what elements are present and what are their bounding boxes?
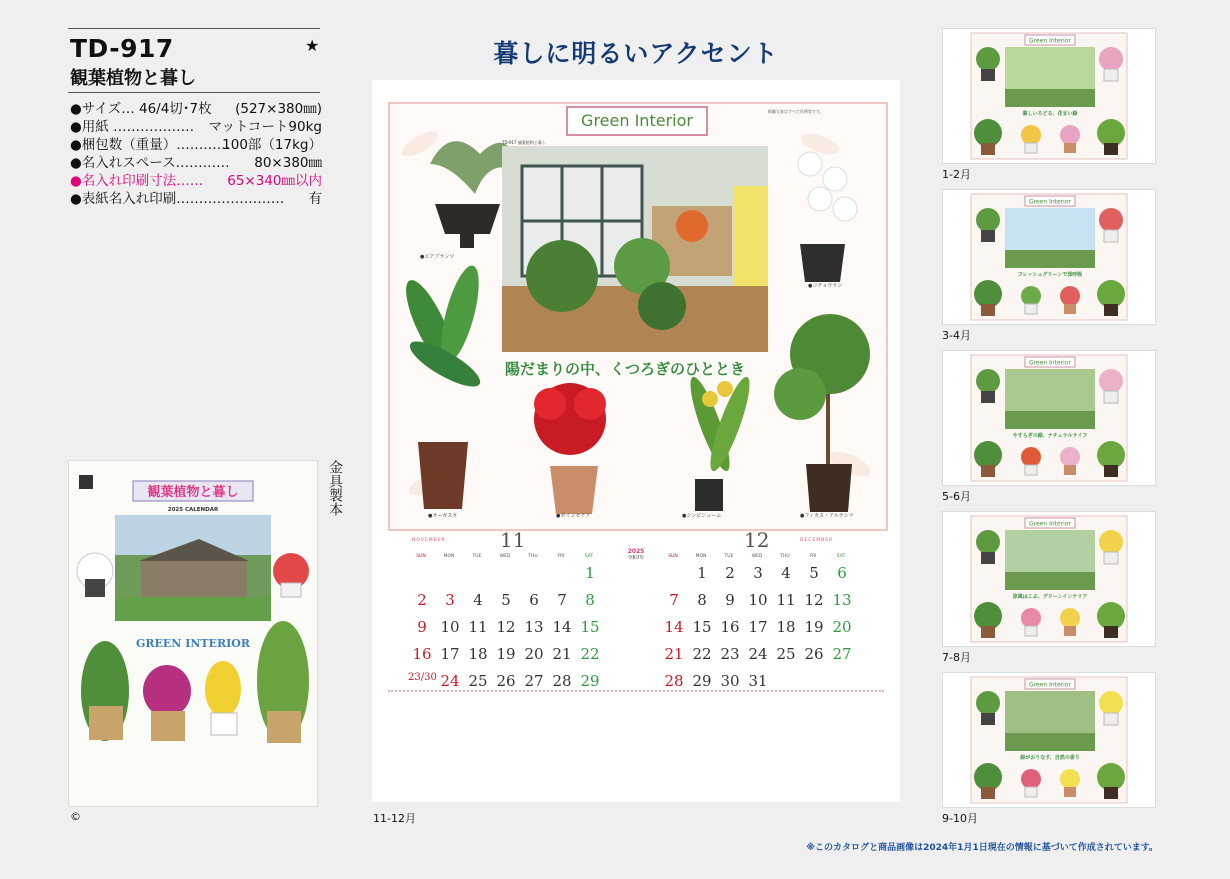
calendar-day: 17 xyxy=(748,618,768,636)
calendar-day: 19 xyxy=(804,618,824,636)
spec-row xyxy=(70,154,322,172)
thumbnail-label: 1-2月 xyxy=(942,168,971,181)
calendar-day: 7 xyxy=(669,591,679,609)
weekday-header: FRI xyxy=(809,554,817,559)
calendar-day: 14 xyxy=(664,618,684,636)
calendar-day: 15 xyxy=(580,618,600,636)
product-code: TD-917 xyxy=(70,34,174,63)
thumbnail-card[interactable] xyxy=(942,28,1156,164)
calendar-day: 14 xyxy=(552,618,572,636)
calendar-day: 21 xyxy=(552,645,572,663)
cover-thumbnail[interactable] xyxy=(68,460,318,807)
thumbnail-brand: Green Interior xyxy=(1029,520,1071,528)
calendar-day: 23 xyxy=(720,645,740,663)
calendar-day: 16 xyxy=(720,618,740,636)
main-page-label: 11-12月 xyxy=(373,812,416,825)
calendar-day: 30 xyxy=(720,672,740,690)
weekday-header: TUE xyxy=(472,554,482,559)
calendar-day: 23/30 xyxy=(408,672,437,683)
calendar-day: 24 xyxy=(748,645,768,663)
calendar-day: 2 xyxy=(725,564,735,582)
calendar-day: 22 xyxy=(692,645,712,663)
spec-value: (527×380㎜) xyxy=(235,101,322,117)
weekday-header: FRI xyxy=(557,554,565,559)
copyright-mark: © xyxy=(70,810,81,823)
photo-notice: 掲載写真はすべて作例等です。 xyxy=(768,109,824,114)
plant-label-poinsettia: ●ポインセチア xyxy=(556,513,591,519)
thumbnail-label: 7-8月 xyxy=(942,651,971,664)
calendar-day: 26 xyxy=(496,672,516,690)
calendar-day: 21 xyxy=(664,645,684,663)
spec-value: マットコート90kg xyxy=(208,119,322,135)
calendar-day: 20 xyxy=(832,618,852,636)
plant-label-augusta: ●オーガスタ xyxy=(428,513,458,519)
spec-key: ●梱包数（重量）………… xyxy=(70,137,231,153)
weekday-header: MON xyxy=(443,554,455,559)
weekday-header: MON xyxy=(695,554,707,559)
calendar-day: 11 xyxy=(468,618,488,636)
calendar-day: 22 xyxy=(580,645,600,663)
calendar-day: 13 xyxy=(832,591,852,609)
thumbnail-art xyxy=(943,351,1155,485)
thumbnail-brand: Green Interior xyxy=(1029,359,1071,367)
weekday-header: SAT xyxy=(836,554,846,559)
spec-key: ●名入れスペース………… xyxy=(70,155,230,171)
calendar-day: 29 xyxy=(580,672,600,690)
calendar-day: 29 xyxy=(692,672,712,690)
weekday-header: TUE xyxy=(724,554,734,559)
thumbnail-caption: やすらぎの緑、ナチュラルライフ xyxy=(1012,433,1088,439)
spec-key: ●用紙 ……………… xyxy=(70,119,195,135)
thumbnail-label: 3-4月 xyxy=(942,329,971,342)
brand-badge: Green Interior xyxy=(566,106,708,136)
thumbnail-caption: 緑がおりなす、自然の香り xyxy=(1020,755,1080,761)
weekday-header: SAT xyxy=(584,554,594,559)
calendar-day: 4 xyxy=(473,591,483,609)
footnote: ※このカタログと商品画像は2024年1月1日現在の情報に基づいて作成されています。 xyxy=(806,843,1158,853)
calendar-day: 11 xyxy=(776,591,796,609)
calendar-day: 12 xyxy=(496,618,516,636)
calendar-day: 10 xyxy=(748,591,768,609)
month-english: DECEMBER xyxy=(800,538,834,543)
thumbnail-brand: Green Interior xyxy=(1029,681,1071,689)
calendar-day: 6 xyxy=(529,591,539,609)
thumbnail-art xyxy=(943,673,1155,807)
thumbnail-caption: 涼風はこぶ、グリーンインテリア xyxy=(1012,594,1088,600)
calendar-day: 26 xyxy=(804,645,824,663)
star-mark: ★ xyxy=(305,36,320,55)
calendar-day: 24 xyxy=(440,672,460,690)
spec-value: 80×380㎜ xyxy=(254,155,322,171)
header-rule xyxy=(68,28,320,29)
thumbnail-brand: Green Interior xyxy=(1029,198,1071,206)
spec-row xyxy=(70,172,322,190)
calendar-day: 6 xyxy=(837,564,847,582)
spec-list xyxy=(70,100,322,208)
calendar-day: 5 xyxy=(501,591,511,609)
spec-row xyxy=(70,136,322,154)
weekday-header: WED xyxy=(499,554,511,559)
weekday-header: THU xyxy=(780,554,790,559)
thumbnail-label: 9-10月 xyxy=(942,812,978,825)
orchid-plant xyxy=(798,152,857,282)
thumbnail-art xyxy=(943,29,1155,163)
plant-label-air-plant: ●エアプランツ xyxy=(420,254,455,260)
thumbnail-caption: フレッシュグリーンで深呼吸 xyxy=(1017,272,1083,278)
poinsettia-plant xyxy=(534,383,606,514)
calendar-day: 27 xyxy=(524,672,544,690)
month-number: 12 xyxy=(744,528,770,552)
calendar-day: 3 xyxy=(445,591,455,609)
thumbnail-card[interactable] xyxy=(942,189,1156,325)
cover-subtitle: 2025 CALENDAR xyxy=(167,507,219,513)
calendar-day: 19 xyxy=(496,645,516,663)
interior-photo xyxy=(502,146,768,352)
ficus-plant xyxy=(774,314,870,512)
calendar-day: 2 xyxy=(417,591,427,609)
cover-logo: GREEN INTERIOR xyxy=(136,637,250,650)
spec-value: 65×340㎜以内 xyxy=(227,173,322,189)
cymbidium-plant xyxy=(684,374,757,511)
calendar-day: 12 xyxy=(804,591,824,609)
thumbnail-card[interactable] xyxy=(942,511,1156,647)
year-number: 2025 xyxy=(627,548,645,555)
catch-copy: 陽だまりの中、くつろぎのひととき xyxy=(504,360,745,378)
calendar-day: 17 xyxy=(440,645,460,663)
calendar-day: 15 xyxy=(692,618,712,636)
calendar-day: 28 xyxy=(552,672,572,690)
calendar-day: 8 xyxy=(585,591,595,609)
calendar-day: 4 xyxy=(781,564,791,582)
calendar-day: 13 xyxy=(524,618,544,636)
calendar-day: 9 xyxy=(725,591,735,609)
plant-label-ficus: ●フィカス・アルテシマ xyxy=(800,513,854,519)
weekday-header: SUN xyxy=(416,554,426,559)
calendar-day: 31 xyxy=(748,672,768,690)
thumbnail-card[interactable] xyxy=(942,672,1156,808)
plant-label-cymbidium: ●シンビジューム xyxy=(682,513,722,519)
year-mark xyxy=(620,548,652,561)
calendar-day: 9 xyxy=(417,618,427,636)
calendar-day: 1 xyxy=(697,564,707,582)
calendar-day: 27 xyxy=(832,645,852,663)
calendar-day: 25 xyxy=(468,672,488,690)
binding-label: 金具製本 xyxy=(327,460,343,516)
cover-art xyxy=(69,461,317,806)
spec-rule xyxy=(68,92,320,93)
thumbnail-caption: 暮しいろどる、花まい緑 xyxy=(1022,111,1078,117)
spec-value: 100部（17kg） xyxy=(222,137,322,153)
spec-row xyxy=(70,118,322,136)
calendar-day: 28 xyxy=(664,672,684,690)
calendar-day: 25 xyxy=(776,645,796,663)
thumbnail-card[interactable] xyxy=(942,350,1156,486)
headline: 暮しに明るいアクセント xyxy=(493,39,779,68)
spec-key: ●名入れ印刷寸法…… xyxy=(70,173,204,189)
thumbnail-art xyxy=(943,190,1155,324)
page-top-caption: TD-917 観葉植物と暮し xyxy=(502,140,546,145)
calendar-day: 8 xyxy=(697,591,707,609)
spec-key: ●表紙名入れ印刷…………………… xyxy=(70,191,285,207)
calendar-day: 10 xyxy=(440,618,460,636)
year-era: 令和7年 xyxy=(627,556,645,561)
calendar-day: 7 xyxy=(557,591,567,609)
thumbnail-label: 5-6月 xyxy=(942,490,971,503)
calendar-day: 20 xyxy=(524,645,544,663)
month-number: 11 xyxy=(500,528,526,552)
calendar-day: 3 xyxy=(753,564,763,582)
spec-key: ●サイズ… 46/4切･7枚 xyxy=(70,101,212,117)
month-english: NOVEMBER xyxy=(412,538,446,543)
thumbnail-brand: Green Interior xyxy=(1029,37,1071,45)
calendar-day: 18 xyxy=(776,618,796,636)
strelitzia-plant xyxy=(397,262,486,509)
spec-row xyxy=(70,190,322,208)
calendar-day: 1 xyxy=(585,564,595,582)
calendar-day: 18 xyxy=(468,645,488,663)
cover-title: 観葉植物と暮し xyxy=(147,485,239,500)
weekday-header: THU xyxy=(528,554,538,559)
spec-value: 有 xyxy=(308,191,322,207)
calendar-bottom-rule xyxy=(388,690,884,695)
calendar-day: 5 xyxy=(809,564,819,582)
calendar-day: 16 xyxy=(412,645,432,663)
plant-label-orchid: ●コチョウラン xyxy=(808,283,843,289)
weekday-header: SUN xyxy=(668,554,678,559)
thumbnail-art xyxy=(943,512,1155,646)
product-name: 観葉植物と暮し xyxy=(70,68,196,89)
weekday-header: WED xyxy=(751,554,763,559)
spec-row xyxy=(70,100,322,118)
